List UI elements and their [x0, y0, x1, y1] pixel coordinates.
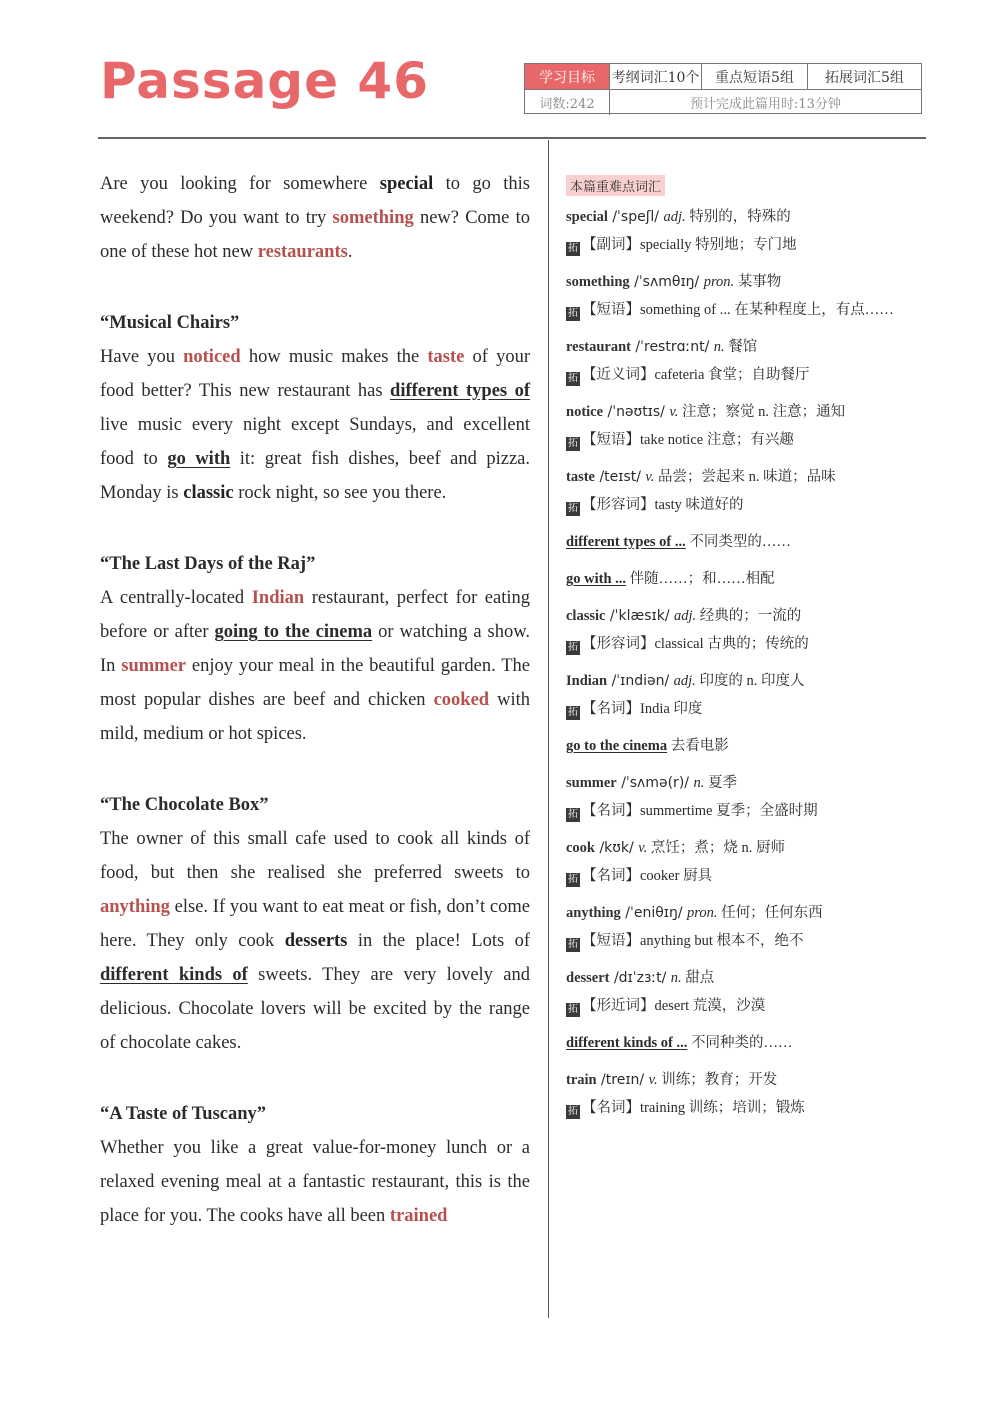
- vocab-pos: pron.: [687, 905, 718, 921]
- vocab-meaning: 餐馆: [724, 339, 758, 355]
- vocab-phrase-entry: [566, 732, 916, 760]
- vocab-ipa: /ˈnəʊtɪs/: [603, 404, 670, 420]
- goal-label: 学习目标: [525, 64, 609, 89]
- key-phrase: different kinds of: [100, 965, 248, 985]
- vocab-extension: 【短语】anything but 根本不，绝不: [582, 933, 804, 949]
- vocab-word: classic: [566, 608, 606, 624]
- intro-paragraph: [100, 167, 530, 269]
- text: how music makes the: [240, 347, 428, 367]
- vocab-meaning: 不同类型的……: [685, 534, 791, 550]
- keyword: anything: [100, 897, 170, 917]
- vocab-ipa: /ˈɪndiən/: [607, 673, 674, 689]
- text: sweets. They are very lovely and delicious. Chocolate lovers will be excited by the range of chocolate cakes.: [100, 965, 530, 1053]
- vocab-meaning: 烹饪；煮；烧 n. 厨师: [647, 840, 785, 856]
- text: Have you: [100, 347, 184, 367]
- vocab-meaning: 注意；察觉 n. 注意；通知: [678, 404, 846, 420]
- vocab-meaning: 特别的，特殊的: [685, 209, 791, 225]
- text: or watching a show. In: [100, 622, 530, 676]
- text: else. If you want to eat meat or fish, don’t come here. They only cook: [100, 897, 530, 951]
- vocab-word: train: [566, 1072, 597, 1088]
- vocab-ipa: /ˈeniθɪŋ/: [620, 905, 688, 921]
- text: .: [347, 242, 353, 262]
- vocab-meaning: 去看电影: [667, 738, 729, 754]
- vocab-entry: [566, 398, 916, 454]
- section-paragraph: [100, 822, 530, 1060]
- vocab-title: 本篇重难点词汇: [566, 175, 665, 196]
- vocab-extension: 【近义词】cafeteria 食堂；自助餐厅: [582, 367, 810, 383]
- extension-icon: 拓: [568, 503, 578, 514]
- vocab-meaning: 夏季: [704, 775, 737, 791]
- vocab-meaning: 甜点: [681, 970, 715, 986]
- vocab-entry: [566, 333, 916, 389]
- text: in the place! Lots of: [347, 931, 530, 951]
- extension-icon: 拓: [568, 642, 578, 653]
- header-divider: [98, 137, 926, 139]
- keyword: desserts: [284, 931, 348, 951]
- vocab-word: anything: [566, 905, 621, 921]
- vocab-meaning: 印度的 n. 印度人: [695, 673, 805, 689]
- vocab-extension: 【短语】something of ... 在某种程度上，有点……: [582, 302, 894, 318]
- vocab-word: Indian: [566, 673, 608, 689]
- extension-icon: 拓: [568, 1106, 578, 1117]
- vocab-ipa: /ˈrestrɑːnt/: [630, 339, 714, 355]
- vocab-entry: [566, 667, 916, 723]
- text: of your food better? This new restaurant has: [100, 347, 530, 401]
- extension-icon: 拓: [568, 939, 578, 950]
- vocab-phrase: go to the cinema: [566, 738, 668, 754]
- text: restaurant, perfect for eating before or after: [100, 588, 530, 642]
- vocab-pos: n.: [693, 775, 705, 791]
- vocab-phrase-entry: [566, 528, 916, 556]
- vocab-count: 考纲词汇10个: [609, 64, 701, 89]
- column-divider: [548, 140, 549, 1318]
- vocab-entry: [566, 203, 916, 259]
- vocab-word: summer: [566, 775, 617, 791]
- vocab-pos: pron.: [703, 274, 735, 290]
- phrase-count: 重点短语5组: [701, 64, 807, 89]
- keyword: summer: [121, 656, 187, 676]
- keyword: cooked: [433, 690, 490, 710]
- vocab-entry: [566, 769, 916, 825]
- vocab-pos: v.: [648, 1072, 658, 1088]
- vocab-entry: [566, 602, 916, 658]
- vocab-sidebar: [566, 175, 916, 1131]
- vocab-pos: v.: [645, 469, 655, 485]
- vocab-extension: 【名词】India 印度: [582, 701, 703, 717]
- vocab-entry: [566, 964, 916, 1020]
- vocab-meaning: 不同种类的……: [687, 1035, 793, 1051]
- text: rock night, so see you there.: [233, 483, 447, 503]
- key-phrase: going to the cinema: [214, 622, 373, 642]
- extension-icon: 拓: [568, 373, 578, 384]
- vocab-word: dessert: [566, 970, 610, 986]
- extension-icon: 拓: [568, 809, 578, 820]
- info-row-stats: [525, 89, 921, 115]
- vocab-extension: 【短语】take notice 注意；有兴趣: [582, 432, 794, 448]
- keyword: taste: [427, 347, 465, 367]
- info-row-goals: [525, 64, 921, 89]
- extension-icon: 拓: [568, 874, 578, 885]
- vocab-pos: adj.: [674, 608, 697, 624]
- vocab-ipa: /ˈsʌmθɪŋ/: [629, 274, 704, 290]
- vocab-extension: 【形容词】classical 古典的；传统的: [582, 636, 809, 652]
- vocab-pos: adj.: [673, 673, 696, 689]
- vocab-phrase: different types of ...: [566, 534, 686, 550]
- vocab-entry: [566, 268, 916, 324]
- vocab-word: restaurant: [566, 339, 631, 355]
- vocab-pos: v.: [669, 404, 679, 420]
- text: Whether you like a great value-for-money lunch or a relaxed evening meal at a fantastic restaurant, this is the place for you. The cooks have all been: [100, 1138, 530, 1226]
- vocab-entry: [566, 1066, 916, 1122]
- vocab-pos: n.: [713, 339, 725, 355]
- vocab-meaning: 经典的；一流的: [696, 608, 802, 624]
- vocab-ipa: /treɪn/: [596, 1072, 649, 1088]
- vocab-ipa: /ˈsʌmə(r)/: [616, 775, 694, 791]
- vocab-phrase: different kinds of ...: [566, 1035, 688, 1051]
- section-heading: “Musical Chairs”: [100, 313, 240, 333]
- section-paragraph: [100, 340, 530, 510]
- vocab-phrase-entry: [566, 565, 916, 593]
- vocab-pos: n.: [670, 970, 682, 986]
- text: to go this weekend? Do you want to try: [100, 174, 530, 228]
- section-heading: “A Taste of Tuscany”: [100, 1104, 267, 1124]
- keyword: special: [379, 174, 434, 194]
- vocab-ipa: /kʊk/: [595, 840, 639, 856]
- section-paragraph: [100, 1131, 530, 1233]
- vocab-word: something: [566, 274, 630, 290]
- vocab-word: special: [566, 209, 608, 225]
- vocab-ipa: /dɪˈzɜːt/: [609, 970, 671, 986]
- ext-count: 拓展词汇5组: [807, 64, 921, 89]
- keyword: trained: [389, 1206, 448, 1226]
- page-title: Passage 46: [100, 52, 429, 110]
- vocab-phrase: go with ...: [566, 571, 627, 587]
- key-phrase: go with: [167, 449, 231, 469]
- vocab-ipa: /ˈspeʃl/: [607, 209, 664, 225]
- vocab-extension: 【名词】summertime 夏季；全盛时期: [582, 803, 818, 819]
- keyword: restaurants: [257, 242, 348, 262]
- vocab-extension: 【名词】training 训练；培训；锻炼: [582, 1100, 805, 1116]
- extension-icon: 拓: [568, 1004, 578, 1015]
- text: it: great fish dishes, beef and pizza. Monday is: [100, 449, 530, 503]
- vocab-meaning: 伴随……；和……相配: [626, 571, 775, 587]
- vocab-entry: [566, 834, 916, 890]
- vocab-word: taste: [566, 469, 595, 485]
- vocab-ipa: /ˈklæsɪk/: [605, 608, 674, 624]
- section-heading: “The Last Days of the Raj”: [100, 554, 316, 574]
- text: enjoy your meal in the beautiful garden. The most popular dishes are beef and chicken: [100, 656, 530, 710]
- text: A centrally-located: [100, 588, 252, 608]
- vocab-meaning: 任何；任何东西: [717, 905, 823, 921]
- vocab-meaning: 品尝；尝起来 n. 味道；品味: [654, 469, 836, 485]
- vocab-extension: 【形容词】tasty 味道好的: [582, 497, 744, 513]
- vocab-pos: v.: [638, 840, 648, 856]
- keyword: classic: [183, 483, 234, 503]
- keyword: something: [332, 208, 414, 228]
- vocab-phrase-entry: [566, 1029, 916, 1057]
- vocab-meaning: 训练；教育；开发: [657, 1072, 778, 1088]
- vocab-entry: [566, 899, 916, 955]
- text: new? Come to one of these hot new: [100, 208, 530, 262]
- section-paragraph: [100, 581, 530, 751]
- vocab-extension: 【名词】cooker 厨具: [582, 868, 713, 884]
- extension-icon: 拓: [568, 243, 578, 254]
- vocab-pos: adj.: [663, 209, 686, 225]
- keyword: Indian: [251, 588, 305, 608]
- vocab-meaning: 某事物: [734, 274, 782, 290]
- key-phrase: different types of: [390, 381, 530, 401]
- word-count: 词数:242: [539, 97, 595, 112]
- vocab-entry: [566, 463, 916, 519]
- vocab-ipa: /teɪst/: [595, 469, 646, 485]
- text: with mild, medium or hot spices.: [100, 690, 530, 744]
- study-goal-table: [524, 63, 922, 114]
- text: Are you looking for somewhere: [100, 174, 380, 194]
- extension-icon: 拓: [568, 707, 578, 718]
- extension-icon: 拓: [568, 308, 578, 319]
- vocab-word: cook: [566, 840, 595, 856]
- estimated-time: 预计完成此篇用时:13分钟: [609, 90, 921, 115]
- extension-icon: 拓: [568, 438, 578, 449]
- text: The owner of this small cafe used to cook all kinds of food, but then she realised she preferred sweets to: [100, 829, 530, 883]
- text: live music every night except Sundays, and excellent food to: [100, 415, 530, 469]
- passage-text: [100, 167, 530, 1233]
- vocab-extension: 【副词】specially 特别地；专门地: [582, 237, 797, 253]
- section-heading: “The Chocolate Box”: [100, 795, 269, 815]
- vocab-word: notice: [566, 404, 604, 420]
- keyword: noticed: [183, 347, 241, 367]
- vocab-extension: 【形近词】desert 荒漠，沙漠: [582, 998, 766, 1014]
